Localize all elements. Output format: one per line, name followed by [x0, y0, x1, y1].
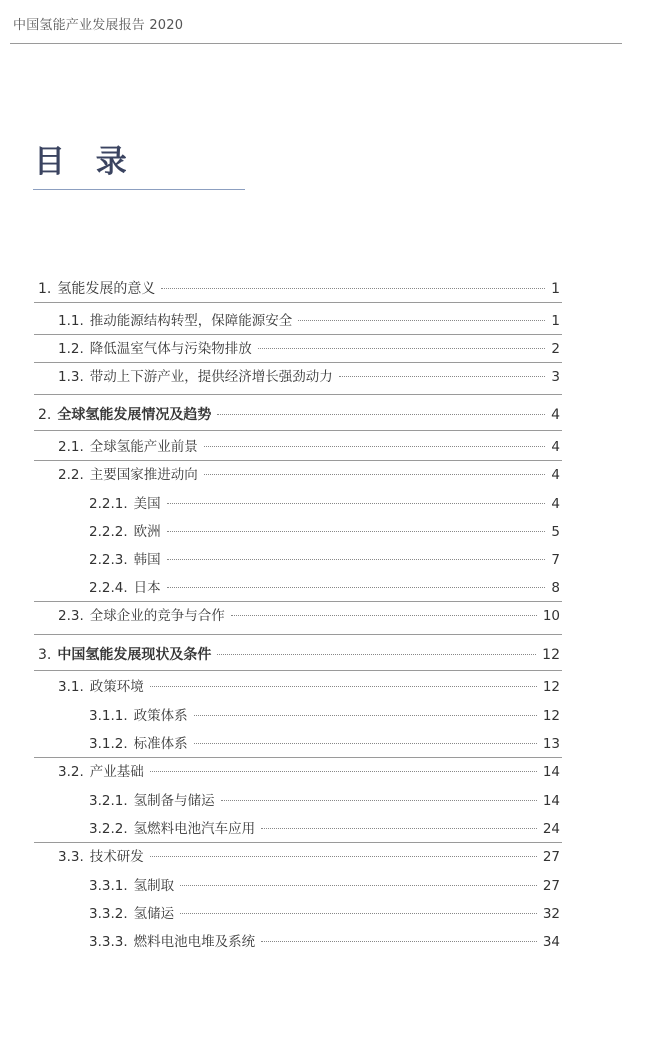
toc-entry-label: 标准体系: [133, 736, 188, 752]
toc-entry-3[interactable]: [38, 645, 560, 665]
dot-leader: [167, 587, 546, 588]
dot-leader: [167, 531, 546, 532]
dot-leader: [298, 320, 545, 321]
section-divider: [34, 430, 562, 431]
toc-entry-label: 氢燃料电池汽车应用: [133, 821, 256, 837]
toc-entry-label: 全球氢能发展情况及趋势: [57, 407, 212, 423]
dot-leader: [204, 474, 546, 475]
toc-entry-number: 1.1.: [58, 313, 84, 329]
toc-entry-label: 日本: [133, 580, 161, 596]
toc-entry-label: 产业基础: [89, 764, 144, 780]
toc-entry-number: 2.3.: [58, 608, 84, 624]
toc-entry-label: 主要国家推进动向: [89, 467, 198, 483]
dot-leader: [217, 414, 545, 415]
toc-entry-3-1-1[interactable]: [89, 706, 560, 726]
toc-entry-page: 34: [542, 934, 560, 950]
toc-entry-3-2[interactable]: [58, 762, 560, 782]
section-divider: [34, 601, 562, 602]
toc-entry-number: 3.3.: [58, 849, 84, 865]
dot-leader: [150, 856, 537, 857]
dot-leader: [261, 828, 537, 829]
toc-entry-label: 中国氢能发展现状及条件: [57, 647, 212, 663]
toc-entry-number: 3.3.2.: [89, 906, 128, 922]
toc-entry-page: 27: [542, 849, 560, 865]
toc-entry-page: 32: [542, 906, 560, 922]
toc-entry-label: 带动上下游产业，提供经济增长强劲动力: [89, 369, 333, 385]
toc-entry-number: 1.2.: [58, 341, 84, 357]
dot-leader: [180, 913, 537, 914]
toc-entry-3-3[interactable]: [58, 847, 560, 867]
toc-entry-2-2-4[interactable]: [89, 578, 560, 598]
toc-entry-page: 4: [551, 467, 560, 483]
toc-entry-3-3-2[interactable]: [89, 904, 560, 924]
toc-entry-label: 政策环境: [89, 679, 144, 695]
dot-leader: [194, 743, 537, 744]
toc-entry-label: 美国: [133, 496, 161, 512]
dot-leader: [204, 446, 546, 447]
toc-entry-number: 2.2.2.: [89, 524, 128, 540]
toc-entry-number: 2.2.1.: [89, 496, 128, 512]
toc-entry-3-3-3[interactable]: [89, 932, 560, 952]
toc-entry-page: 12: [542, 708, 560, 724]
section-divider: [34, 842, 562, 843]
toc-entry-label: 推动能源结构转型，保障能源安全: [89, 313, 293, 329]
document-header-title: 中国氢能产业发展报告 2020: [13, 18, 184, 33]
toc-entry-page: 8: [551, 580, 560, 596]
toc-entry-3-2-1[interactable]: [89, 791, 560, 811]
dot-leader: [150, 686, 537, 687]
toc-entry-label: 全球氢能产业前景: [89, 439, 198, 455]
toc-entry-page: 14: [542, 793, 560, 809]
toc-entry-2-1[interactable]: [58, 437, 560, 457]
toc-entry-page: 7: [551, 552, 560, 568]
toc-entry-3-3-1[interactable]: [89, 876, 560, 896]
section-divider: [34, 634, 562, 635]
toc-title: 目 录: [34, 144, 137, 180]
toc-entry-number: 1.3.: [58, 369, 84, 385]
toc-entry-number: 2.: [38, 407, 52, 423]
dot-leader: [167, 559, 546, 560]
toc-entry-2-2-3[interactable]: [89, 550, 560, 570]
toc-entry-2-2-2[interactable]: [89, 522, 560, 542]
toc-entry-label: 政策体系: [133, 708, 188, 724]
toc-entry-number: 2.2.: [58, 467, 84, 483]
toc-entry-page: 13: [542, 736, 560, 752]
toc-entry-3-1-2[interactable]: [89, 734, 560, 754]
toc-entry-2-2[interactable]: [58, 465, 560, 485]
section-divider: [34, 670, 562, 671]
toc-entry-number: 2.2.4.: [89, 580, 128, 596]
toc-entry-page: 1: [551, 281, 560, 297]
dot-leader: [167, 503, 546, 504]
toc-entry-number: 3.2.1.: [89, 793, 128, 809]
toc-entry-page: 4: [551, 407, 560, 423]
toc-entry-page: 10: [542, 608, 560, 624]
dot-leader: [217, 654, 536, 655]
toc-entry-label: 燃料电池电堆及系统: [133, 934, 256, 950]
section-divider: [34, 394, 562, 395]
toc-entry-label: 氢能发展的意义: [57, 281, 156, 297]
toc-entry-3-1[interactable]: [58, 677, 560, 697]
toc-entry-number: 3.2.: [58, 764, 84, 780]
toc-entry-label: 韩国: [133, 552, 161, 568]
toc-entry-label: 技术研发: [89, 849, 144, 865]
toc-entry-number: 1.: [38, 281, 52, 297]
toc-entry-label: 降低温室气体与污染物排放: [89, 341, 252, 357]
toc-entry-number: 3.3.3.: [89, 934, 128, 950]
toc-entry-label: 氢制备与储运: [133, 793, 215, 809]
section-divider: [34, 334, 562, 335]
toc-entry-label: 欧洲: [133, 524, 161, 540]
toc-entry-page: 12: [542, 679, 560, 695]
section-divider: [34, 757, 562, 758]
toc-entry-3-2-2[interactable]: [89, 819, 560, 839]
toc-entry-number: 3.1.1.: [89, 708, 128, 724]
toc-entry-2-2-1[interactable]: [89, 494, 560, 514]
toc-entry-page: 4: [551, 439, 560, 455]
toc-entry-1-1[interactable]: [58, 311, 560, 331]
toc-entry-2-3[interactable]: [58, 606, 560, 626]
dot-leader: [194, 715, 537, 716]
dot-leader: [180, 885, 537, 886]
toc-entry-number: 3.3.1.: [89, 878, 128, 894]
dot-leader: [231, 615, 537, 616]
section-divider: [34, 302, 562, 303]
toc-entry-number: 2.1.: [58, 439, 84, 455]
toc-entry-1-2[interactable]: [58, 339, 560, 359]
dot-leader: [150, 771, 537, 772]
toc-entry-page: 4: [551, 496, 560, 512]
toc-entry-page: 5: [551, 524, 560, 540]
toc-entry-page: 12: [542, 647, 560, 663]
dot-leader: [261, 941, 537, 942]
dot-leader: [161, 288, 545, 289]
toc-entry-page: 14: [542, 764, 560, 780]
toc-entry-1[interactable]: [38, 279, 560, 299]
toc-entry-page: 3: [551, 369, 560, 385]
toc-entry-label: 全球企业的竞争与合作: [89, 608, 225, 624]
dot-leader: [258, 348, 546, 349]
toc-entry-page: 1: [551, 313, 560, 329]
toc-entry-page: 2: [551, 341, 560, 357]
dot-leader: [221, 800, 537, 801]
toc-entry-number: 3.2.2.: [89, 821, 128, 837]
toc-entry-page: 24: [542, 821, 560, 837]
toc-entry-number: 3.: [38, 647, 52, 663]
toc-entry-label: 氢储运: [133, 906, 175, 922]
toc-entry-number: 2.2.3.: [89, 552, 128, 568]
toc-entry-label: 氢制取: [133, 878, 175, 894]
toc-entry-page: 27: [542, 878, 560, 894]
dot-leader: [339, 376, 546, 377]
section-divider: [34, 362, 562, 363]
section-divider: [34, 460, 562, 461]
toc-entry-number: 3.1.: [58, 679, 84, 695]
toc-entry-1-3[interactable]: [58, 367, 560, 387]
toc-entry-number: 3.1.2.: [89, 736, 128, 752]
toc-entry-2[interactable]: [38, 405, 560, 425]
